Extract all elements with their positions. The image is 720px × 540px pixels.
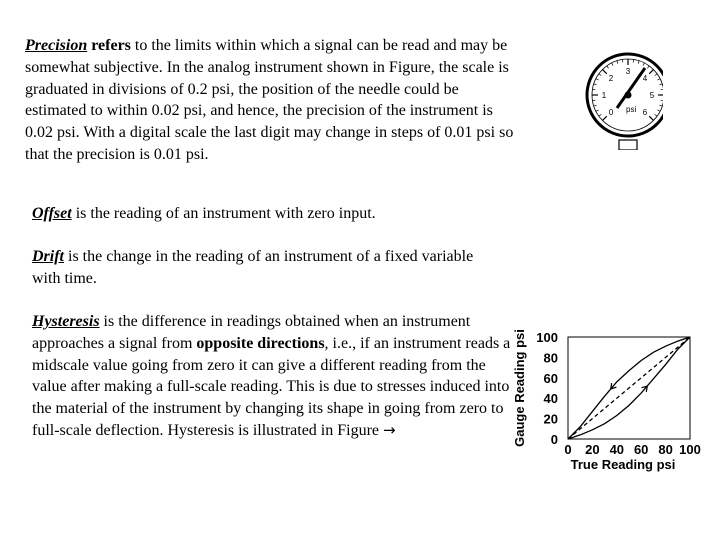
- precision-body: to the limits within which a signal can be read and may be somewhat subjective. In the analog instrument shown in Figure, the scale is graduated in divisions of 0.2 psi, the position of the needle could be estimated to within 0.02 psi, and hence, the precision of the instrument is 0.02 psi. With a digital scale the last digit may change in steps of 0.01 psi so that the precision is 0.01 psi.: [25, 37, 514, 163]
- precision-term: Precision: [25, 37, 88, 54]
- precision-paragraph: [25, 35, 515, 166]
- hysteresis-bold: opposite directions: [196, 334, 325, 352]
- gauge-number: 1: [601, 91, 607, 100]
- y-tick-label: 80: [543, 350, 558, 366]
- hysteresis-chart: [510, 325, 710, 475]
- hysteresis-body-1: is the difference in readings obtained when an instrument approaches a signal from: [32, 313, 471, 352]
- offset-paragraph: [32, 203, 532, 225]
- gauge-number: 2: [608, 74, 614, 84]
- hysteresis-paragraph: [32, 311, 517, 442]
- y-tick-label: 0: [550, 432, 558, 447]
- x-tick-label: 20: [585, 442, 600, 457]
- drift-body: is the change in the reading of an instrument of a fixed variable with time.: [32, 248, 474, 287]
- gauge-unit: psi: [626, 105, 637, 114]
- y-tick-labels: [536, 330, 558, 447]
- x-axis-label: True Reading psi: [570, 457, 676, 472]
- gauge-number: 4: [642, 74, 648, 84]
- x-tick-label: 60: [633, 442, 649, 457]
- x-tick-label: 0: [564, 442, 572, 457]
- gauge-number: 3: [625, 67, 631, 76]
- gauge-pivot: [625, 92, 632, 99]
- gauge-number: 5: [649, 91, 655, 100]
- drift-term: Drift: [32, 248, 64, 265]
- hysteresis-term: Hysteresis: [32, 313, 100, 330]
- y-tick-label: 40: [543, 391, 558, 407]
- offset-term: Offset: [32, 205, 72, 222]
- pressure-gauge-illustration: [583, 50, 663, 150]
- precision-term-rest: refers: [87, 37, 131, 54]
- x-tick-labels: [564, 442, 700, 457]
- gauge-stem: [619, 140, 637, 150]
- y-tick-label: 20: [543, 411, 558, 427]
- offset-body: is the reading of an instrument with zero input.: [71, 205, 376, 222]
- x-tick-label: 100: [679, 442, 701, 457]
- drift-paragraph: [32, 246, 502, 290]
- x-tick-label: 40: [609, 442, 625, 457]
- y-axis-label: Gauge Reading psi: [512, 329, 527, 447]
- hysteresis-body-2: , i.e., if an instrument reads a midscale value going from zero it can give a different reading from the value after making a full-scale reading. This is due to stresses induced into the material of the instrument by changing its shape in going from zero to full-scale deflection. Hysteresis is illustrated in Figure: [32, 334, 511, 439]
- gauge-number: 6: [642, 107, 648, 117]
- gauge-number: 0: [608, 107, 614, 117]
- right-arrow-icon: →: [383, 420, 396, 439]
- y-tick-label: 100: [536, 330, 558, 345]
- y-tick-label: 60: [543, 370, 558, 386]
- x-tick-label: 80: [658, 442, 673, 457]
